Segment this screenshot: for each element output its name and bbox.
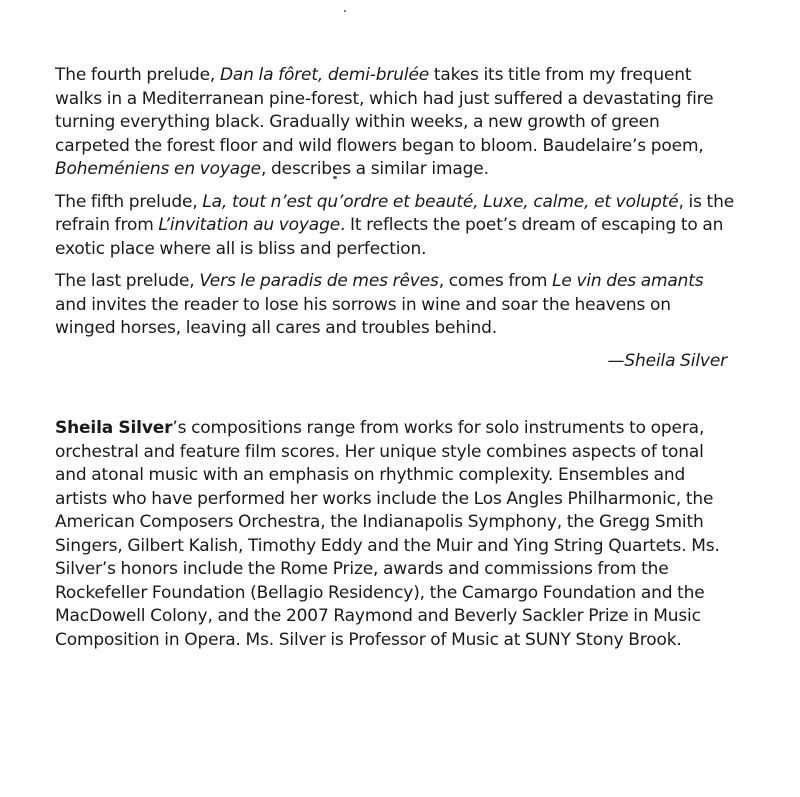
fifth-prelude-intro: The fifth prelude, <box>55 191 203 212</box>
fifth-prelude-title: La, tout n’est qu’ordre et beauté, Luxe, calme, et volupté <box>202 191 679 212</box>
last-prelude-intro: The last prelude, <box>55 271 200 291</box>
paragraph-last-prelude <box>55 270 735 341</box>
composer-name: Sheila Silver <box>55 418 173 438</box>
fifth-prelude-text-end: . It reflects the poet’s dream of escaping to an exotic place where all is bliss and perfection. <box>55 215 724 259</box>
composer-biography <box>55 417 735 652</box>
fifth-prelude-text: , is the refrain from <box>55 191 735 235</box>
fifth-prelude-poem: L’invitation au voyage <box>158 215 341 235</box>
text-column <box>55 64 735 661</box>
fourth-prelude-text-end: , describes a similar image. <box>261 159 489 179</box>
last-prelude-poem: Le vin des amants <box>552 271 704 291</box>
composer-bio-text: ’s compositions range from works for solo instruments to opera, orchestral and feature film scores. Her unique style combines aspects of tonal and atonal music with an emphasis on rhythmic complexity. Ensembles and artists who have performed her works include the Los Angles Philharmonic, the American Composers Orchestra, the Indianapolis Symphony, the Gregg Smith Singers, Gilbert Kalish, Timothy Eddy and the Muir and Ying String Quartets. Ms. Silver’s honors include the Rome Prize, awards and commissions from the Rockefeller Foundation (Bellagio Residency), the Camargo Foundation and the MacDowell Colony, and the 2007 Raymond and Beverly Sackler Prize in Music Composition in Opera. Ms. Silver is Professor of Music at SUNY Stony Brook. <box>55 418 720 650</box>
fourth-prelude-intro: The fourth prelude, <box>55 65 220 85</box>
paragraph-fourth-prelude <box>55 64 735 182</box>
fourth-prelude-text: takes its title from my frequent walks in a Mediterranean pine-forest, which had just suffered a devastating fire turning everything black. Gradually within weeks, a new growth of green carpeted the forest floor and wild flowers began to bloom. Baudelaire’s poem, <box>55 65 714 156</box>
fourth-prelude-poem: Boheméniens en voyage <box>55 159 261 179</box>
paragraph-fifth-prelude <box>55 191 735 262</box>
last-prelude-title: Vers le paradis de mes rêves <box>199 271 439 291</box>
scan-speck <box>344 10 346 12</box>
fourth-prelude-title: Dan la fôret, demi-brulée <box>219 65 430 85</box>
last-prelude-text: , comes from <box>438 271 553 291</box>
author-signature: —Sheila Silver <box>607 350 727 371</box>
last-prelude-text-end: and invites the reader to lose his sorrows in wine and soar the heavens on winged horses, leaving all cares and troubles behind. <box>55 294 671 338</box>
